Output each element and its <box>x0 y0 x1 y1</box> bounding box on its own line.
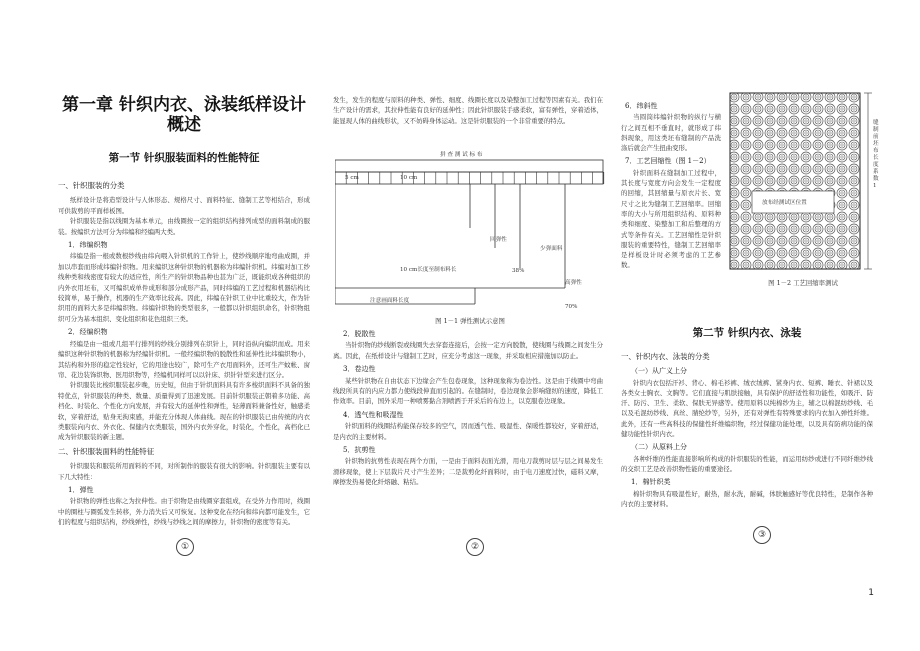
column-1 <box>58 95 310 528</box>
page-number-3: ③ <box>753 526 771 544</box>
column-3-bottom <box>621 326 873 509</box>
paragraph: 针织服装比梭织服装起步晚，历史短，但由于针织面料具有许多梭织面料不具备的独特优点，针织服装的种类、数量、质量得到了迅速发展。目前针织服装正朝着多功能、高档化、时装化、个性化方向发展，并有较大的延伸性和弹性，轻薄面料兼备性好，触感柔软，穿着舒适，贴身无拘束感，并能充分体现人体曲线。现在的针织服装已由传统的内衣类服装向内衣、外衣化、保健内衣类服装，国外内衣外穿化，时装化，个性化，高档化已成为针织服装的新主题。 <box>58 381 310 442</box>
heading-curl: 3．卷边性 <box>343 365 376 374</box>
chapter-title: 第一章 针织内衣、泳装纸样设计概述 <box>62 95 306 135</box>
paragraph: 纬编是指一根或数根纱线由纬向喂入针织机的工作针上，使纱线顺序地弯曲成圈，并加以串套而形成纬编针织物。用来编织这种针织物的机器称为纬编针织机。纬编对加工纱线种类和线密度有较大的适应性，所生产的针织物品种也甚为广泛，既能织成各种组织的内外衣用坯布，又可编织成单件成形和部分成形产品，同时纬编的工艺过程和机器结构比较简单，易于操作，机器的生产效率比较高。因此，纬编在针织工业中比重较大，作为针织用的面料大多是纬编织物。纬编针织物的类型很多，一般都以针织组织命名，针织物组织可分为基本组织、变化组织和花色组织三类。 <box>58 252 310 323</box>
heading-skew: 6．纬斜性 <box>625 102 658 110</box>
shrinkage-test-figure <box>728 91 878 271</box>
heading-weft: 1．纬编织物 <box>68 241 108 250</box>
paragraph: 针织内衣包括汗衫、背心、棉毛衫裤、绒衣绒裤、紧身内衣、短裤、睡衣、针裙以及各类女士胸衣、文胸等。它们直接与肌肤接触，具有保护的舒适性和功能性，如吸汗、防汗、防污、卫生、柔软、保肤无异感等。使用原料以纯棉纱为主，辅之以棉混纺纱线、毛以及毛混纺纱线、真丝、腈纶纱等，另外，还有对弹性有特殊要求的内衣加入弹性纤维。此外，还有一些高科技的保健性纤维编织物，经过保健功能处理，以及具有防病功能的保健功能性针织内衣。 <box>621 378 873 439</box>
paragraph: 针织物的弹性也称之为拉伸性。由于织物是由线圈穿套组成，在受外力作用时，线圈中的圈柱与圈弧发生转移，外力消失后又可恢复。这种变化在经向和纬向都可能发生，它们的程度与组织结构，纱线弹性，纱线与纱线之间的摩擦力，针织物的密度等有关。 <box>58 497 310 527</box>
fig1-label-rate1: 38% <box>512 268 525 274</box>
fig1-label-5cm: 5 cm <box>345 175 359 181</box>
paragraph: 针织服装是指以线圈为基本单元，由线圈按一定的组织结构排列成型的面料制成的服装。按编织方法可分为纬编和经编两大类。 <box>58 217 310 236</box>
section-1-title: 第一节 针织服装面料的性能特征 <box>108 152 260 164</box>
paragraph: 棉针织物具有吸湿性好，耐热，耐水洗，耐碱，体肤触感好等优良特性，是制作各种内衣的主要材料。 <box>621 489 873 508</box>
fig1-label-length: 10 cm长度至制布料长 <box>400 267 457 273</box>
fig1-caption: 图 1－1 弹性测试示意图 <box>435 317 505 325</box>
column-2-lower <box>333 326 603 488</box>
paragraph: 经编是由一组或几组平行排列的纱线分别排列在织针上，同时沿纵向编织而成。用来编织这种针织物的机器称为经编针织机。一般经编织物的脱散性和延伸性比纬编织物小，其结构和外形的稳定性较好，它的用途也较广，除可生产衣用面料外，还可生产蚊帐、窗帘、花边装饰织物、医用织物等，经编机同样可以以针床、织针针型来进行区分。 <box>58 339 310 379</box>
page-number-2: ② <box>466 538 484 556</box>
paragraph: 当针织物的纱线断裂或线圈失去穿套连接后，会按一定方向脱散，使线圈与线圈之间发生分离。因此，在纸样设计与缝制工艺时，应充分考虑这一现象，并采取相应措施加以防止。 <box>333 341 603 360</box>
section-2-title: 第二节 针织内衣、泳装 <box>692 327 802 339</box>
fig2-caption: 图 1－2 工艺回缩率测试 <box>768 279 838 287</box>
fig2-side-label: 缝制前坯布长度系数 1 <box>873 120 879 189</box>
fig1-header: 拼 查 测 试 标 布 <box>440 152 483 158</box>
column-2 <box>333 95 603 126</box>
heading-material: （二）从原料上分 <box>631 443 687 452</box>
paragraph: 各种纤维的性能直接影响所构成的针织服装的性能，而运用纺纱或进行不同纤维纱线的交织工艺是改善织物性能的重要途径。 <box>621 454 873 473</box>
paragraph: 发生，发生的程度与原料的种类、弹性、细度、线圈长度以及染整加工过程等因素有关。我们在生产设计的需求，其拉伸性能有良好的延伸性；因此针织服装手感柔软，富有弹性，穿着适体，能显现人体的曲线形状，又不妨碍身体运动。这是针织服装的一个非常重要的特点。 <box>333 96 603 125</box>
fig1-label-bottom: 注意画面料长度 <box>370 298 410 304</box>
footer-page-number: 1 <box>868 588 874 598</box>
paragraph: 针织面料的线圈结构能保存较多的空气，因而透气性、吸湿性、保暖性都较好，穿着舒适，是内衣的主要材料。 <box>333 422 603 441</box>
fig1-label-high: 高弹性 <box>565 280 582 286</box>
heading-classify2: 一、针织内衣、泳装的分类 <box>621 352 710 361</box>
heading-cotton: 1．棉针织类 <box>631 478 671 487</box>
fig1-label-less-elastic: 少弹面料 <box>540 246 563 252</box>
fig1-label-rate2: 70% <box>565 304 578 310</box>
heading-breath: 4．透气性和吸湿性 <box>343 410 404 419</box>
paragraph: 针织物的抗剪性表现在两个方面，一是由于面料表面光滑，用电刀裁剪时层与层之间易发生滑移现象，使上下层裁片尺寸产生差异；二是裁剪化纤面料时，由于电刀速度过快，磁料又摩，摩擦发热易使化纤熔融、粘结。 <box>333 457 603 487</box>
elasticity-test-figure <box>335 148 605 314</box>
heading-properties: 二、针织服装面料的性能特征 <box>58 446 155 456</box>
heading-warp: 2．经编织物 <box>68 328 108 337</box>
column-3-top <box>621 98 721 271</box>
heading-classification: 一、针织服装的分类 <box>58 181 125 190</box>
heading-run: 2．脱散性 <box>343 330 376 338</box>
paragraph: 某些针织物在自由状态下边缘会产生包卷现象，这种现象称为卷边性。这是由于线圈中弯曲线段所具有的内应力都力使线段伸直而引起的。在缝制时，卷边现象会影响缝纫的速度，降低工作效率。目前，国外采用一种喷雾黏合剂喷洒于开采后的布边上，以克服卷边现象。 <box>333 376 603 406</box>
heading-pill: 5．抗剪性 <box>343 446 376 455</box>
paragraph: 针织面料在缝制加工过程中，其长度与宽度方向会发生一定程度的回缩，其回缩量与原衣片长、宽尺寸之比为缝制工艺回缩率。回缩率的大小与所用组织结构、原料种类和细度、染整加工和后整理的方式等条件有关。工艺回缩性是针织服装的重要特性，缝制工艺回缩率是样板设计时必须考虑的工艺参数。 <box>621 168 721 270</box>
paragraph: 当圆筒纬编针织物的纵行与横行之间互相不垂直时，就形成了纬斜现象，用这类坯布缝制的产品洗涤后就会产生扭曲变形。 <box>621 113 721 153</box>
heading-process: 7．工艺回缩性（图 1－2） <box>625 157 711 166</box>
paragraph: 纸样设计是将造型设计与人体形态、规格尺寸、面料特征、缝制工艺等相结合，形成可供裁剪的平面样板图。 <box>58 196 310 215</box>
fig1-label-10cm: 10 cm <box>400 175 418 181</box>
fig1-label-recovery: 回弹性 <box>490 237 507 243</box>
fig2-inner-label: 放布经测试区位置 <box>762 200 807 206</box>
heading-elastic: 1．弹性 <box>68 485 94 494</box>
heading-broad: （一）从广义上分 <box>631 367 687 376</box>
paragraph: 针织服装和服装所用面料的不同，对所制作的服装有很大的影响。针织服装主要有以下几大特性： <box>58 462 310 481</box>
page-number-1: ① <box>176 538 194 556</box>
